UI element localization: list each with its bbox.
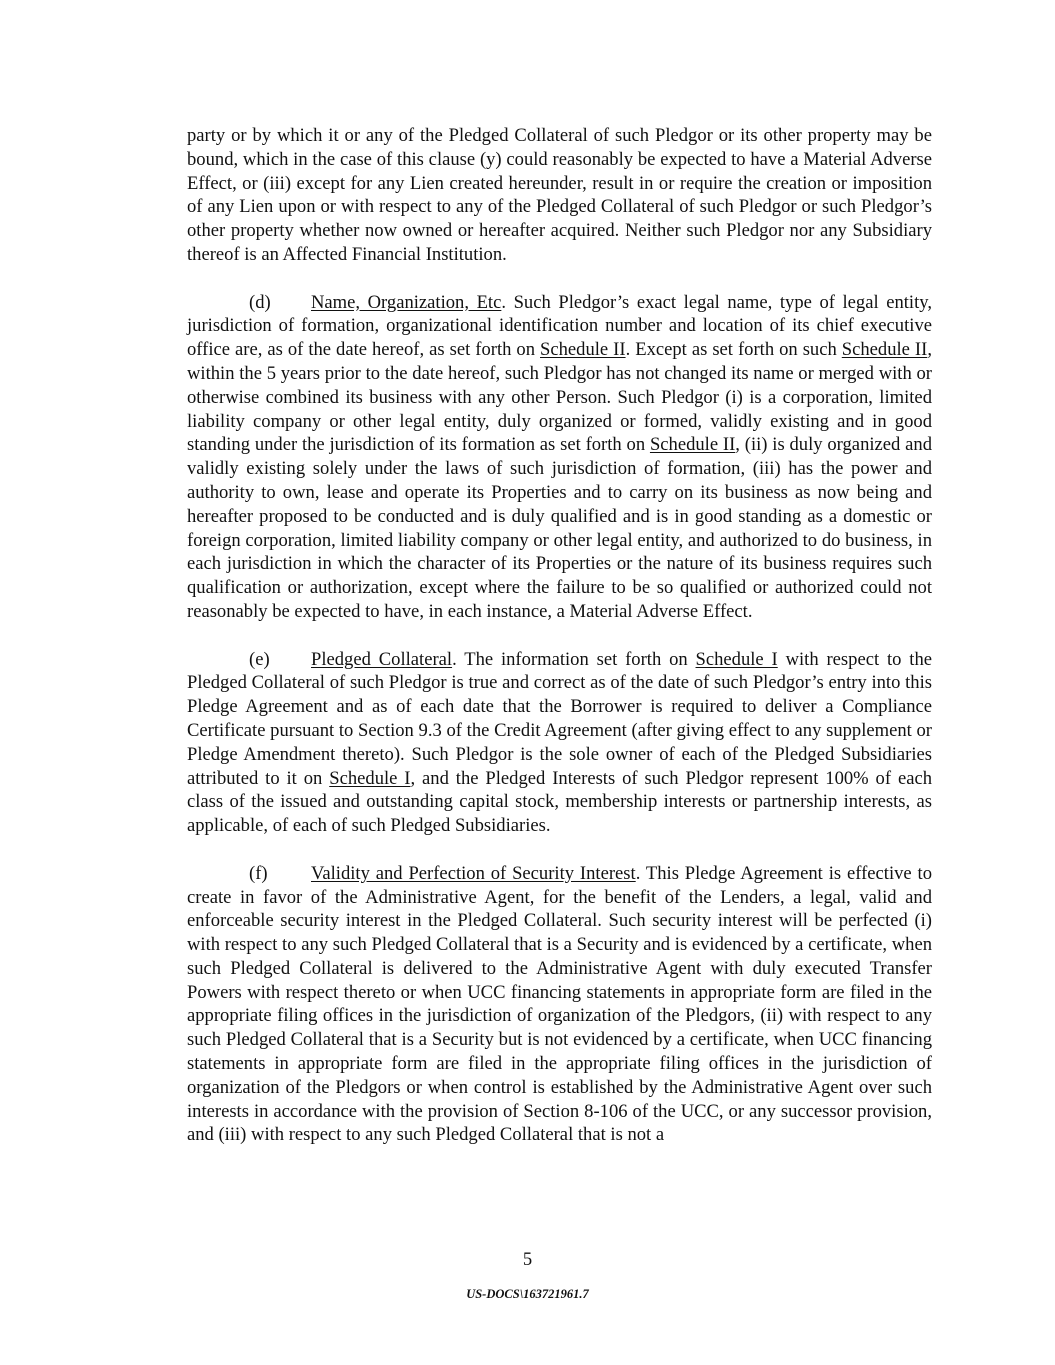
document-page (187, 124, 932, 1171)
text: , (ii) is duly organized and validly existing solely under the laws of such jurisdiction of formation, (iii) has the power and authority to own, lease and operate its Properties and to carry on its business as now being and hereafter proposed to be conducted and is duly qualified and is in good standing as a domestic or foreign corporation, limited liability company or other legal entity, and authorized to do business, in each jurisdiction in which the character of its Properties or the nature of its business requires such qualification or authorization, except where the failure to be so qualified or authorized could not reasonably be expected to have, in each instance, a Material Adverse Effect. (187, 434, 932, 622)
section-label-d: (d) (249, 291, 271, 313)
section-heading-e: Pledged Collateral (311, 648, 453, 670)
schedule-reference: Schedule I (329, 767, 411, 789)
text: , and the Pledged Interests of such Pledgor represent 100% of each class of the issued and outstanding capital stock, membership interests or partnership interests, as applicable, of each of such Pledged Subsidiaries. (187, 767, 932, 837)
paragraph-continuation: party or by which it or any of the Pledged Collateral of such Pledgor or its other property may be bound, which in the case of this clause (y) could reasonably be expected to have a Material Adverse Effect, or (iii) except for any Lien created hereunder, result in or require the creation or imposition of any Lien upon or with respect to any of the Pledged Collateral of such Pledgor or such Pledgor’s other property whether now owned or hereafter acquired. Neither such Pledgor nor any Subsidiary thereof is an Affected Financial Institution. (187, 125, 932, 265)
paragraph-e (187, 648, 932, 838)
schedule-reference: Schedule II (649, 434, 736, 456)
text: , within the 5 years prior to the date hereof, such Pledgor has not changed its name or merged with or otherwise combined its business with any other Person. Such Pledgor (i) is a corporation, limited liability company or other legal entity, duly organized or formed, validly existing and in good standing under the jurisdiction of its formation as set forth on (187, 339, 932, 456)
section-label-e: (e) (249, 648, 270, 670)
schedule-reference: Schedule I (695, 648, 778, 670)
section-heading-d: Name, Organization, Etc (311, 291, 502, 313)
schedule-reference: Schedule II (841, 339, 928, 361)
text: . This Pledge Agreement is effective to create in favor of the Administrative Agent, for the benefit of the Lenders, a legal, valid and enforceable security interest in the Pledged Collateral. Such security interest will be perfected (i) with respect to any such Pledged Collateral that is a Security and is evidenced by a certificate, when such Pledged Collateral is delivered to the Administrative Agent with duly executed Transfer Powers with respect thereto or when UCC financing statements in appropriate form are filed in the appropriate filing offices in the jurisdiction of organization of the Pledgors, (ii) with respect to any such Pledged Collateral that is a Security but is not evidenced by a certificate, when UCC financing statements in appropriate form are filed in the appropriate filing offices in the jurisdiction of organization of the Pledgors or when control is established by the Administrative Agent over such interests in accordance with the provision of Section 8-106 of the UCC, or any successor provision, and (iii) with respect to any such Pledged Collateral that is not a (187, 862, 932, 1146)
paragraph-d (187, 291, 932, 624)
text: with respect to the Pledged Collateral of such Pledgor is true and correct as of the date of such Pledgor’s entry into this Pledge Agreement and as of each date that the Borrower is required to deliver a Compliance Certificate pursuant to Section 9.3 of the Credit Agreement (after giving effect to any supplement or Pledge Amendment thereto). Such Pledgor is the sole owner of each of the Pledged Subsidiaries attributed to it on (187, 648, 932, 789)
section-label-f: (f) (249, 862, 268, 884)
document-id: US-DOCS\163721961.7 (466, 1287, 589, 1301)
text: . Except as set forth on such (625, 339, 842, 361)
text: . The information set forth on (452, 648, 696, 670)
schedule-reference: Schedule II (540, 339, 626, 361)
page-number: 5 (522, 1249, 533, 1270)
section-heading-f: Validity and Perfection of Security Interest (311, 862, 636, 884)
text: . Such Pledgor’s exact legal name, type of legal entity, jurisdiction of formation, organizational identification number and location of its chief executive office are, as of the date hereof, as set forth on (187, 291, 933, 361)
paragraph-f (187, 862, 932, 1148)
